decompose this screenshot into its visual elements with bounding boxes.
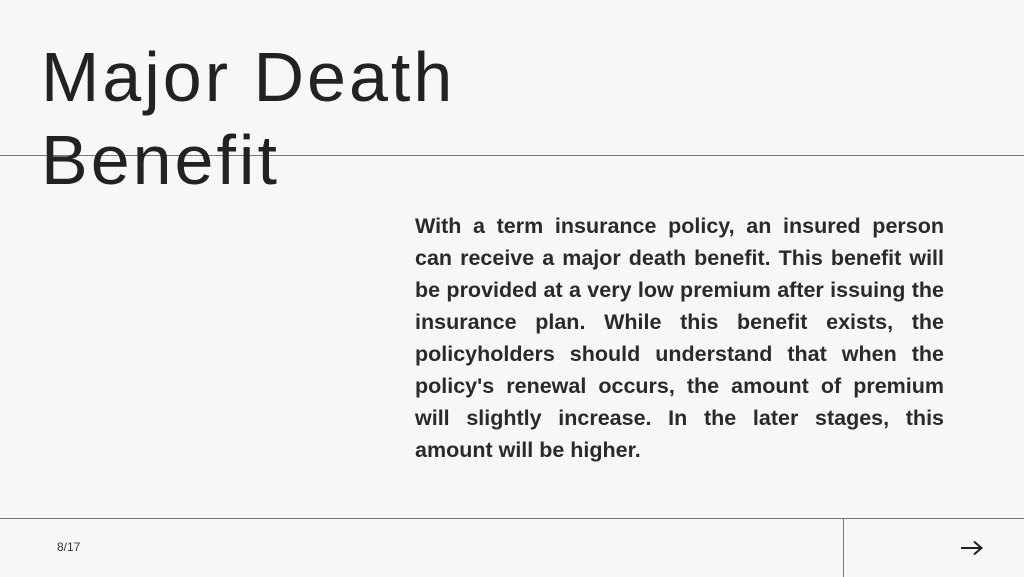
page-indicator: 8/17 (57, 540, 81, 554)
arrow-right-icon (960, 540, 984, 556)
slide-footer (0, 518, 1024, 576)
next-slide-button[interactable] (844, 519, 1024, 577)
slide-title: Major Death Benefit (41, 38, 456, 199)
slide-body-text: With a term insurance policy, an insured person can receive a major death benefit. This benefit will be provided at a very low premium after issuing the insurance plan. While this benefit exists, the policyholders should understand that when the policy's renewal occurs, the amount of premium will slightly increase. In the later stages, this amount will be higher. (415, 214, 944, 462)
